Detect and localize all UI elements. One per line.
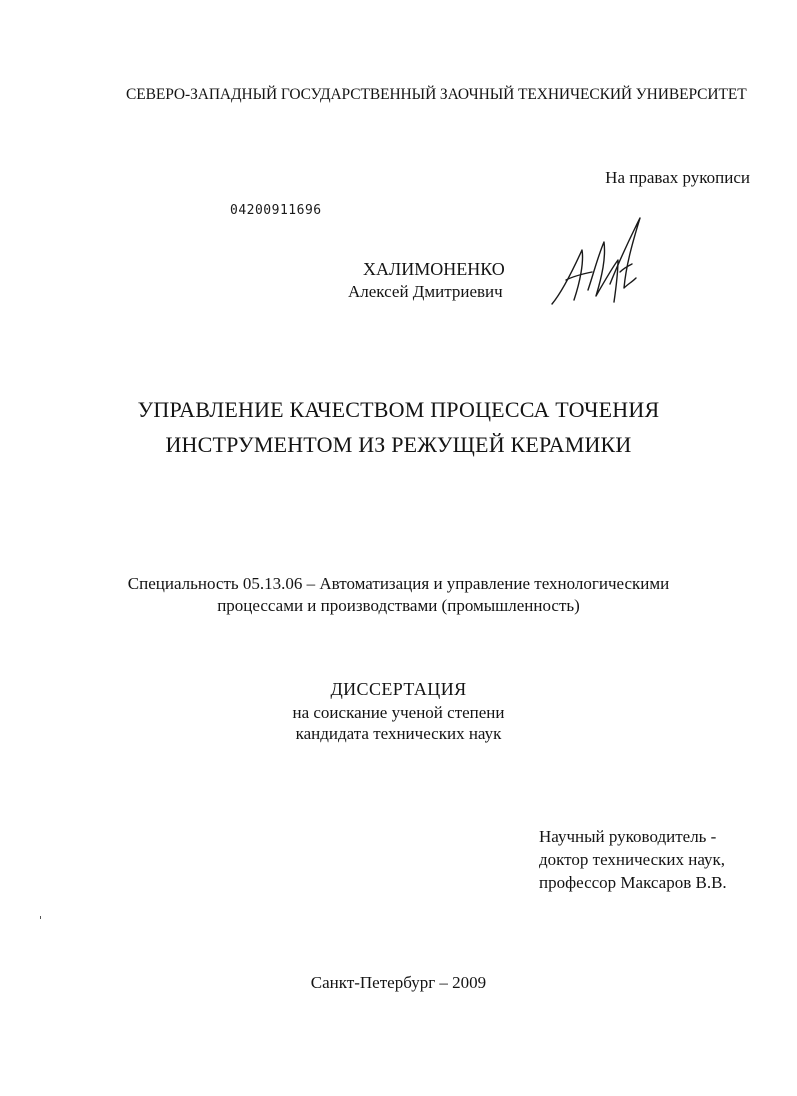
author-surname: ХАЛИМОНЕНКО — [363, 259, 505, 279]
thesis-title-line1: УПРАВЛЕНИЕ КАЧЕСТВОМ ПРОЦЕССА ТОЧЕНИЯ — [137, 397, 660, 422]
scan-speck — [40, 916, 41, 919]
catalog-number: 04200911696 — [230, 203, 322, 218]
supervisor-line1: Научный руководитель - — [539, 827, 717, 846]
supervisor-line2: доктор технических наук, — [539, 850, 726, 869]
rights-note: На правах рукописи — [605, 168, 750, 187]
author-name: Алексей Дмитриевич — [348, 282, 503, 301]
specialty-line2: процессами и производствами (промышленность) — [217, 596, 580, 615]
author-signature — [548, 212, 658, 317]
specialty-line1: Специальность 05.13.06 – Автоматизация и управление технологическими — [127, 574, 670, 593]
signature-stroke — [552, 250, 583, 304]
degree-line2: кандидата технических наук — [295, 724, 502, 743]
degree-line1: на соискание ученой степени — [292, 703, 505, 722]
dissertation-label: ДИССЕРТАЦИЯ — [330, 679, 467, 699]
supervisor-line3: профессор Максаров В.В. — [539, 873, 727, 892]
thesis-title-line2: ИНСТРУМЕНТОМ ИЗ РЕЖУЩЕЙ КЕРАМИКИ — [165, 432, 632, 457]
university-name: СЕВЕРО-ЗАПАДНЫЙ ГОСУДАРСТВЕННЫЙ ЗАОЧНЫЙ ТЕХНИЧЕСКИЙ УНИВЕРСИТЕТ — [126, 86, 747, 103]
signature-stroke — [610, 218, 640, 288]
city-year: Санкт-Петербург – 2009 — [310, 973, 487, 992]
